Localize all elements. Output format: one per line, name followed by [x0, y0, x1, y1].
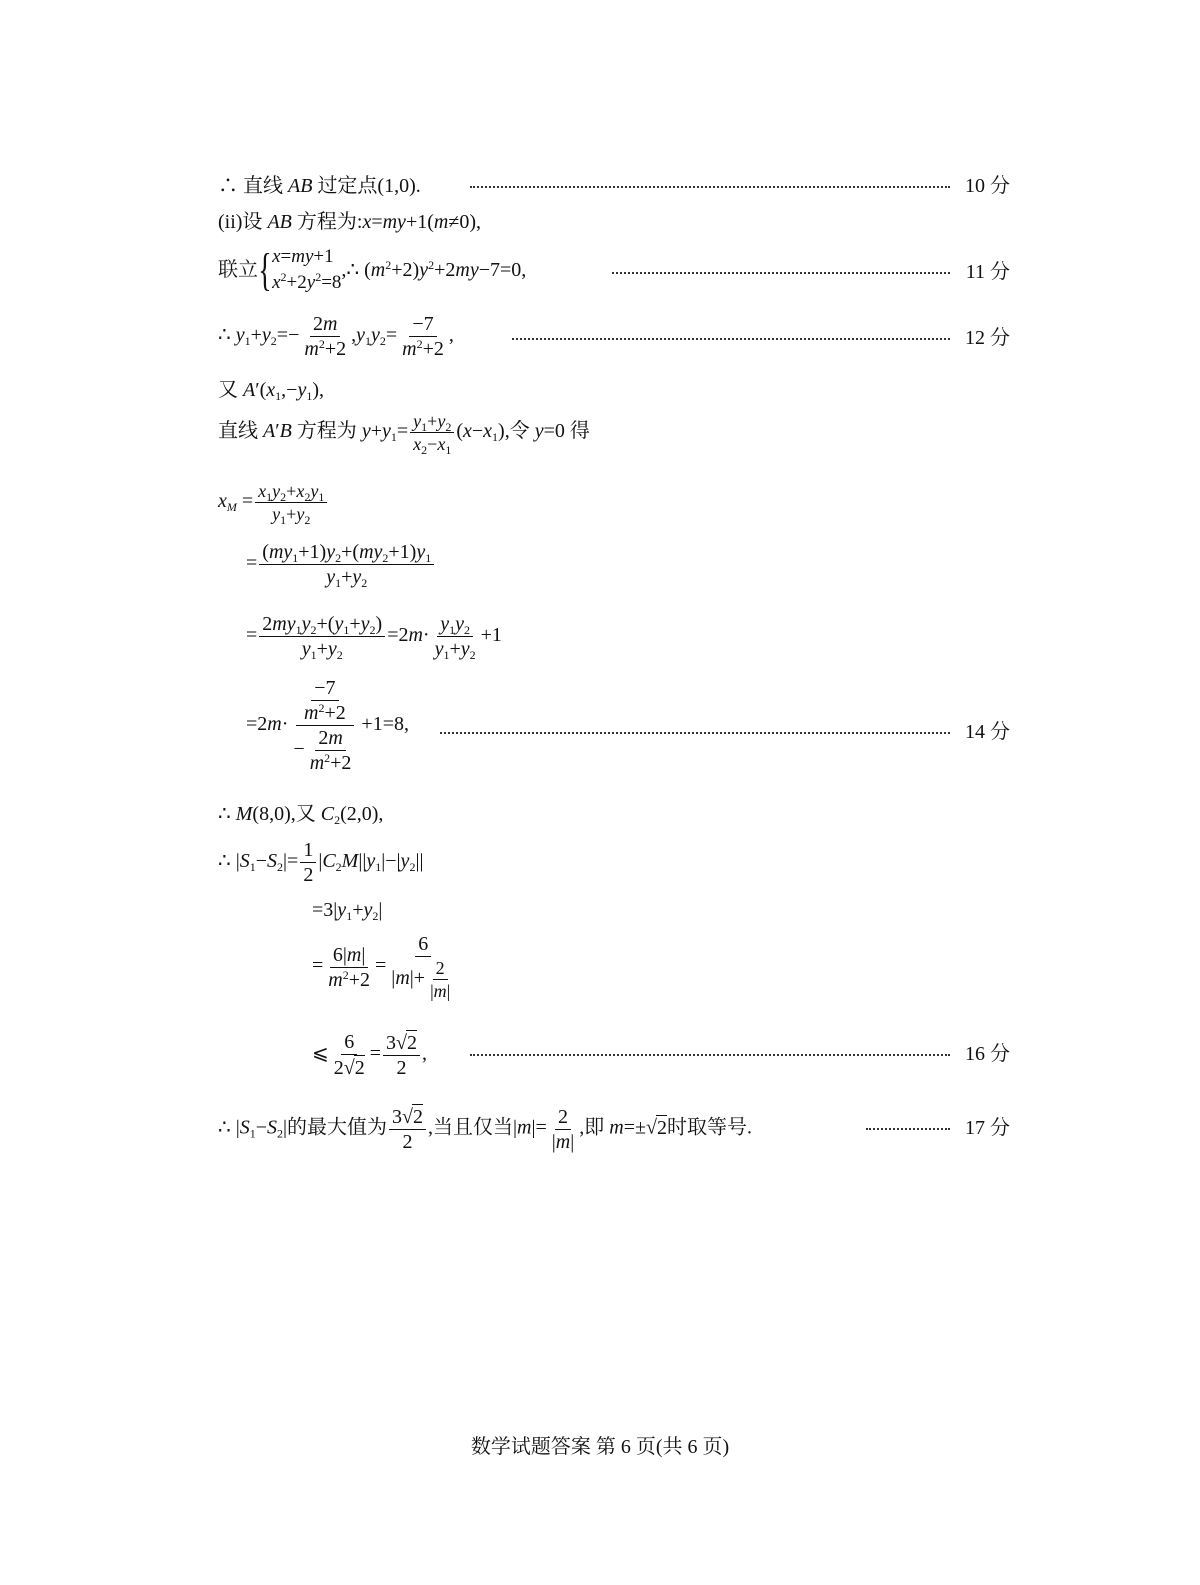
dot-leader	[470, 186, 950, 188]
line-system: 联立{ x=my+1 $x^2+2y^2=8$ ,∴ $(m^2+2)y^2+2my-7=0$,	[218, 244, 527, 295]
line-conclusion: ∴ $|S_1-S_2|$的最大值为 $\frac{3√2}{2}$ ,当且仅当|m|= $\frac{2}{|m|}$ ,即 m=±√2时取等号.	[218, 1105, 752, 1153]
line-ii-setup: (ii)设 AB 方程为:x=my+1(m≠0),	[218, 211, 481, 233]
score-17: 17 分	[965, 1117, 1010, 1139]
score-12: 12 分	[965, 327, 1010, 349]
line-xm-3: = $\frac{2my_1y_2+(y_1+y_2)}{y_1+y_2}$ =2m· $\frac{y_1y_2}{y_1+y_2}$ +1	[246, 613, 502, 662]
line-fixed-point: ∴ 直线 AB 过定点(1,0).	[218, 175, 421, 197]
dot-leader	[470, 1054, 950, 1056]
dot-leader	[440, 732, 950, 734]
page-footer: 数学试题答案 第 6 页(共 6 页)	[470, 1436, 730, 1458]
line-aprime: 又 $A'(x_1,-y_1)$,	[218, 379, 324, 403]
line-area-1: ∴ $|S_1-S_2|=$ $\frac{1}{2}$ $|C_2M||y_1|-|y_2||$	[218, 839, 424, 886]
line-area-4: ⩽ $\frac{6}{2√2}$ = $\frac{3√2}{2}$ ,	[312, 1031, 428, 1079]
dot-leader	[512, 338, 950, 340]
line-xm-2: = $\frac{(my_1+1)y_2+(my_2+1)y_1}{y_1+y_2}$	[246, 540, 436, 589]
line-aprime-b: 直线 A′B 方程为 $y+y_1=$ $\frac{y_1+y_2}{x_2-x_1}$ $(x-x_1)$,令 y=0 得	[218, 411, 590, 457]
line-xm-1: $x_M$ = $\frac{x_1y_2+x_2y_1}{y_1+y_2}$	[218, 480, 329, 525]
dot-leader	[612, 272, 950, 274]
line-xm-4: =2m· $\frac{-7}{m^2+2}$ − $\frac{2m}{m^2+2}$ +1=8,	[246, 677, 409, 774]
score-11: 11 分	[965, 261, 1010, 283]
dot-leader	[866, 1128, 950, 1130]
score-16: 16 分	[965, 1043, 1010, 1065]
line-m-point: ∴ M(8,0),又 $C_2(2,0)$,	[218, 803, 384, 827]
line-area-2: $=3|y_1+y_2|$	[312, 899, 383, 923]
line-vieta: ∴ $y_1+y_2=-$ $\frac{2m}{m^2+2}$ $,y_1y_2=$ $\frac{-7}{m^2+2}$ ,	[218, 313, 454, 360]
line-area-3: = $\frac{6|m|}{m^2+2}$ = 6 |m|+ $\frac{2}{|m|}$	[312, 933, 451, 1001]
score-10: 10 分	[965, 175, 1010, 197]
score-14: 14 分	[965, 721, 1010, 743]
